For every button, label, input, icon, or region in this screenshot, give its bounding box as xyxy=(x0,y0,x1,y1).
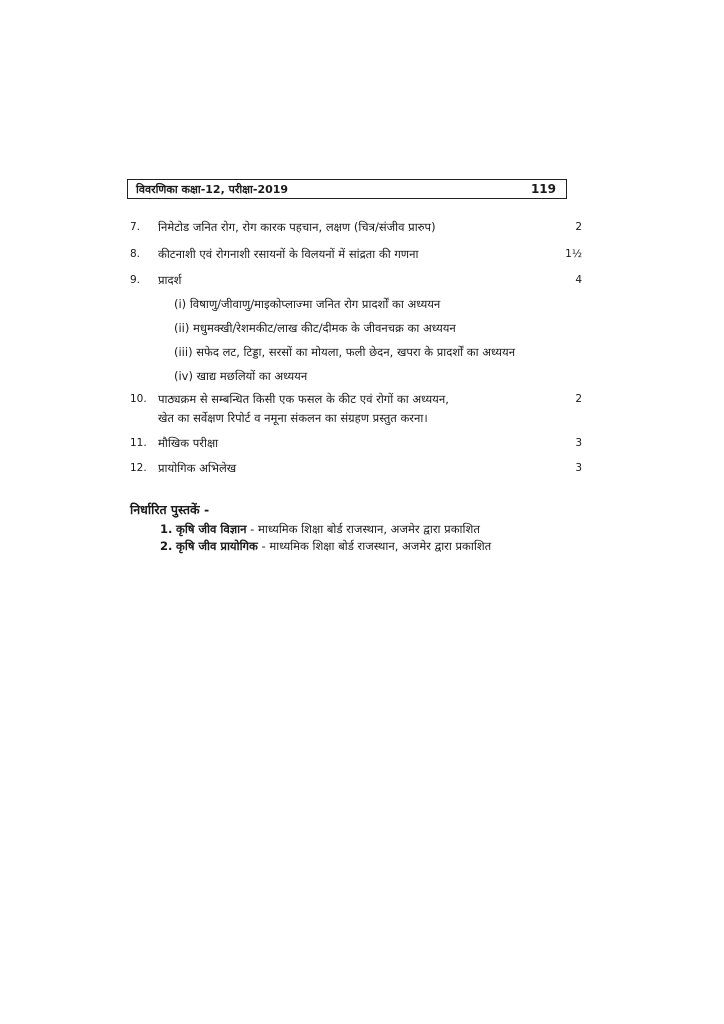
item-number xyxy=(130,320,158,336)
item-number xyxy=(130,344,158,360)
item-text: (iv) खाद्य मछलियों का अध्ययन xyxy=(174,369,308,383)
item-marks: 3 xyxy=(575,462,582,474)
book-item xyxy=(160,521,580,538)
item-number: 12. xyxy=(130,462,147,474)
list-subitem xyxy=(130,320,582,336)
item-marks: 1½ xyxy=(565,248,582,260)
item-number: 9. xyxy=(130,274,141,286)
item-text-line-2: खेत का सर्वेक्षण रिपोर्ट व नमूना संकलन का संग्रहण प्रस्तुत करना। xyxy=(158,411,428,425)
list-item xyxy=(130,435,582,451)
item-text: प्रादर्श xyxy=(158,273,182,287)
item-text: कीटनाशी एवं रोगनाशी रसायनों के विलयनों में सांद्रता की गणना xyxy=(158,247,419,261)
item-text: (ii) मधुमक्खी/रेशमकीट/लाख कीट/दीमक के जीवनचक्र का अध्ययन xyxy=(174,321,456,335)
book-title: कृषि जीव प्रायोगिक xyxy=(176,539,258,553)
page-header xyxy=(127,179,567,199)
item-marks: 2 xyxy=(575,393,582,405)
item-text: (i) विषाणु/जीवाणु/माइकोप्लाज्मा जनित रोग प्रादर्शों का अध्ययन xyxy=(174,297,441,311)
item-text: प्रायोगिक अभिलेख xyxy=(158,461,237,475)
item-text xyxy=(158,391,582,426)
item-number: 8. xyxy=(130,248,141,260)
item-marks: 2 xyxy=(575,221,582,233)
list-item xyxy=(130,391,582,426)
item-marks: 3 xyxy=(575,437,582,449)
item-number: 10. xyxy=(130,393,147,405)
book-number: 1. xyxy=(160,522,173,536)
book-publisher: - माध्यमिक शिक्षा बोर्ड राजस्थान, अजमेर द्वारा प्रकाशित xyxy=(246,522,480,536)
list-item xyxy=(130,460,582,476)
item-number xyxy=(130,368,158,384)
item-text: मौखिक परीक्षा xyxy=(158,436,219,450)
prescribed-books-list xyxy=(160,521,580,555)
header-title: विवरणिका कक्षा-12, परीक्षा-2019 xyxy=(136,182,289,196)
list-subitem xyxy=(130,344,582,360)
item-text: (iii) सफेद लट, टिड्डा, सरसों का मोयला, फली छेदन, खपरा के प्रादर्शों का अध्ययन xyxy=(174,345,516,359)
item-number xyxy=(130,296,158,312)
book-item xyxy=(160,538,580,555)
list-item xyxy=(130,246,582,262)
item-text-line-1: पाठ्यक्रम से सम्बन्धित किसी एक फसल के कीट एवं रोगों का अध्ययन, xyxy=(158,392,449,406)
list-subitem xyxy=(130,296,582,312)
item-number: 7. xyxy=(130,221,141,233)
list-item xyxy=(130,219,582,235)
list-subitem xyxy=(130,368,582,384)
prescribed-books-heading: निर्धारित पुस्तकें - xyxy=(130,502,210,517)
item-number: 11. xyxy=(130,437,147,449)
item-text: निमेटोड जनित रोग, रोग कारक पहचान, लक्षण (चित्र/संजीव प्रारुप) xyxy=(158,220,436,234)
list-item xyxy=(130,272,582,288)
item-marks: 4 xyxy=(575,274,582,286)
book-title: कृषि जीव विज्ञान xyxy=(176,522,247,536)
page-number: 119 xyxy=(530,182,556,196)
book-number: 2. xyxy=(160,539,173,553)
book-publisher: - माध्यमिक शिक्षा बोर्ड राजस्थान, अजमेर द्वारा प्रकाशित xyxy=(257,539,492,553)
